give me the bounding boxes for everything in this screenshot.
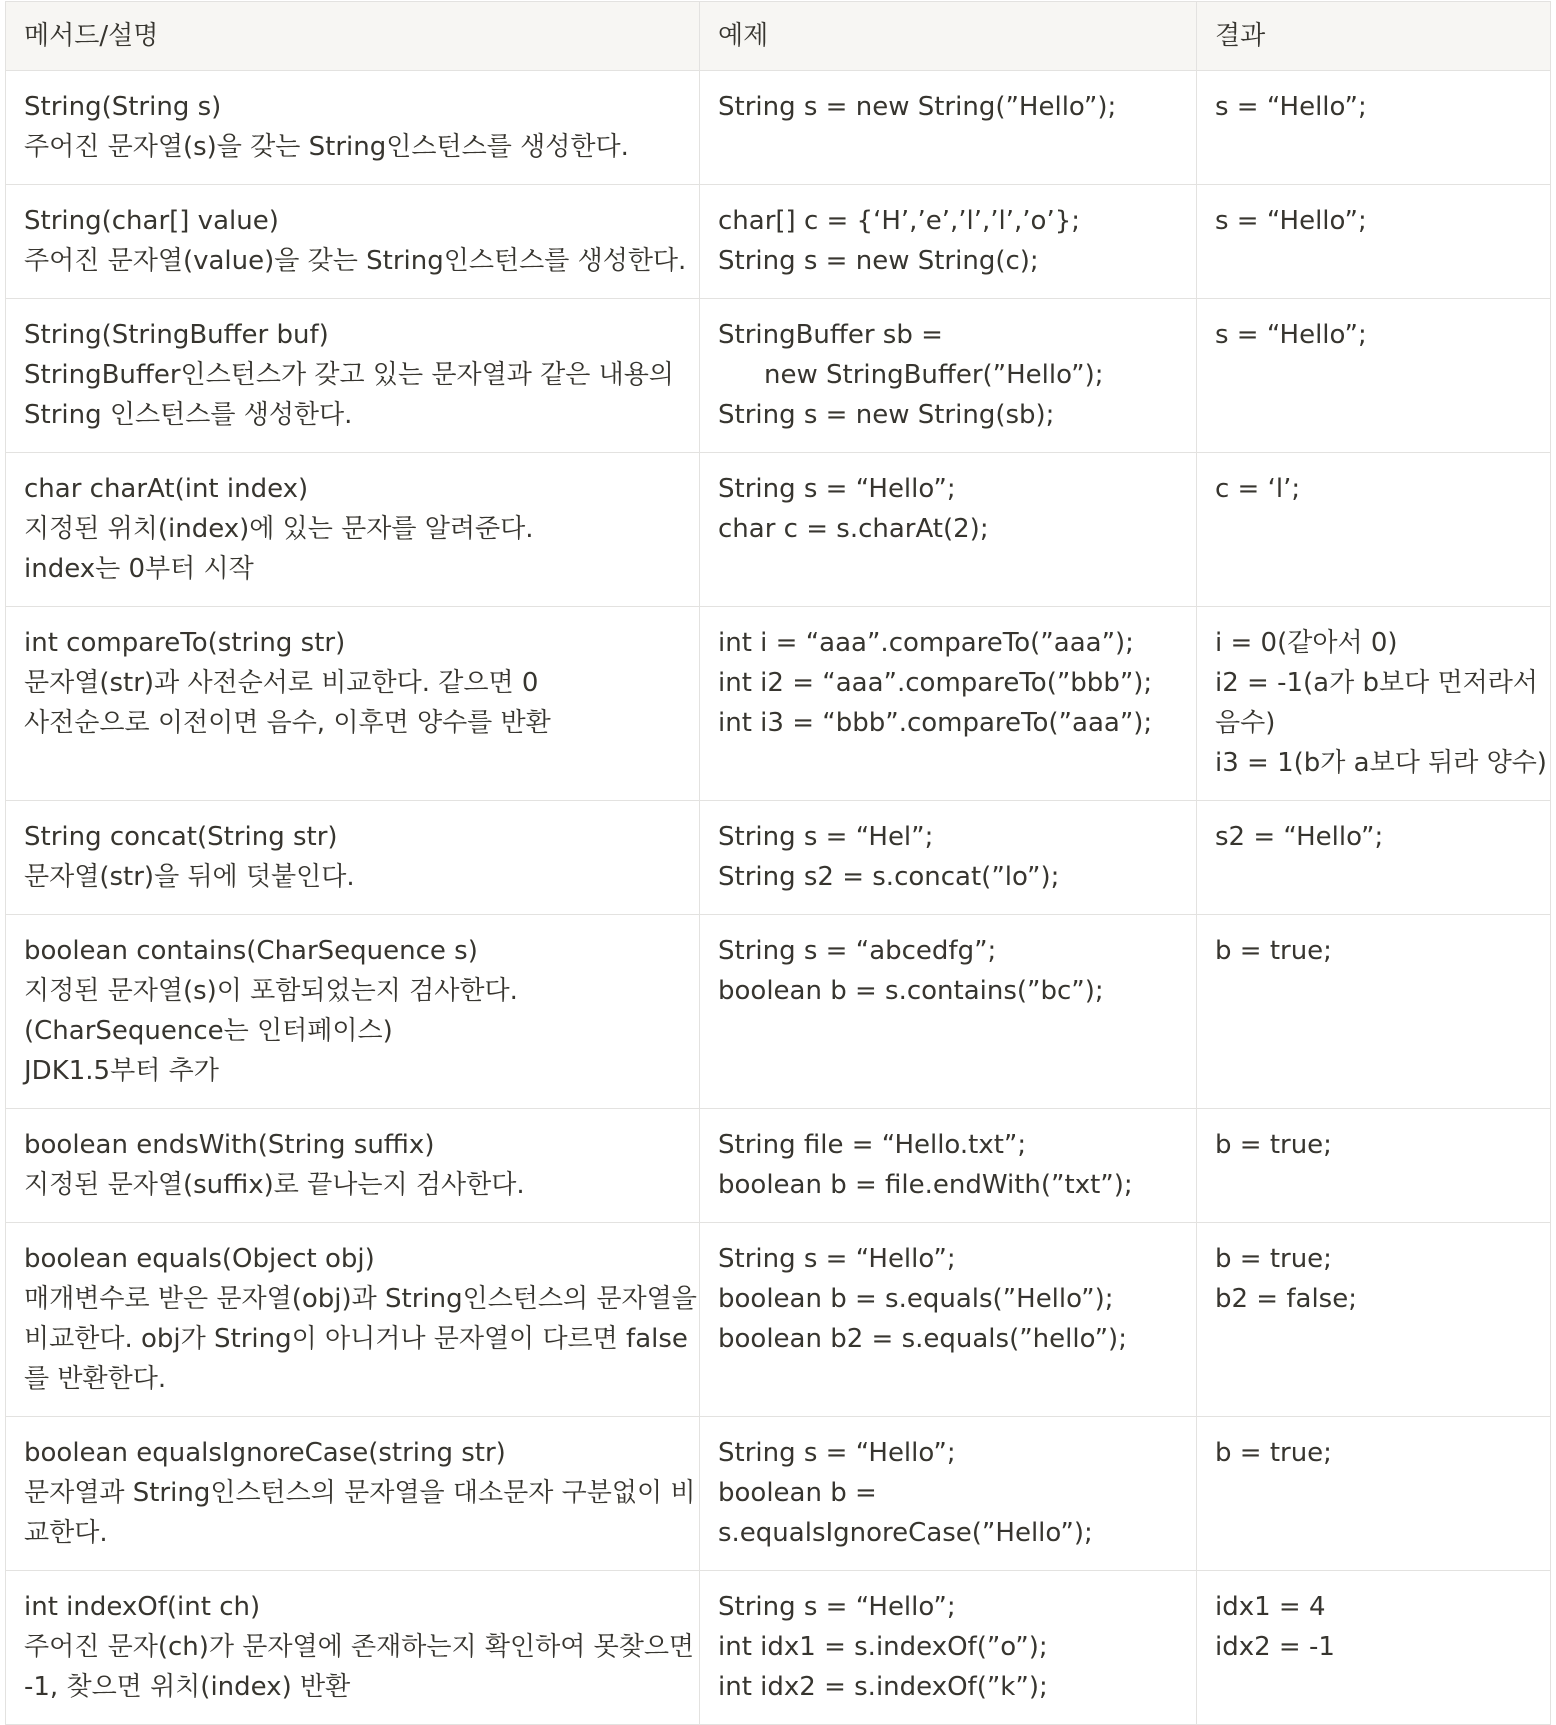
method-line: 주어진 문자(ch)가 문자열에 존재하는지 확인하여 못찾으면 [24,1632,695,1662]
result-cell [1197,1571,1551,1725]
example-line: String s = “Hello”; [718,1592,956,1622]
table-row [6,299,1551,453]
table-row [6,1571,1551,1725]
table-row [6,185,1551,299]
method-line: 매개변수로 받은 문자열(obj)과 String인스턴스의 문자열을 [24,1284,697,1314]
result-line: 음수) [1215,708,1276,738]
method-line: boolean equalsIgnoreCase(string str) [24,1438,506,1468]
result-cell [1197,185,1551,299]
method-line: 지정된 위치(index)에 있는 문자를 알려준다. [24,514,534,544]
method-line: String(char[] value) [24,206,279,236]
method-line: 주어진 문자열(s)을 갖는 String인스턴스를 생성한다. [24,132,629,162]
method-line: 지정된 문자열(suffix)로 끝나는지 검사한다. [24,1170,525,1200]
method-cell [6,801,700,915]
table-row [6,607,1551,801]
header-method: 메서드/설명 [6,2,700,71]
result-cell [1197,1109,1551,1223]
example-line: int i = “aaa”.compareTo(”aaa”); [718,628,1134,658]
result-cell [1197,915,1551,1109]
example-line: char[] c = {‘H’,’e’,’l’,’l’,’o’}; [718,206,1081,236]
method-line: 문자열과 String인스턴스의 문자열을 대소문자 구분없이 비 [24,1478,696,1508]
method-line: int indexOf(int ch) [24,1592,261,1622]
example-line: int i3 = “bbb”.compareTo(”aaa”); [718,708,1153,738]
method-line: (CharSequence는 인터페이스) [24,1016,393,1046]
result-cell [1197,1417,1551,1571]
method-cell [6,453,700,607]
result-line: i2 = -1(a가 b보다 먼저라서 [1215,668,1538,698]
method-cell [6,1109,700,1223]
result-cell [1197,71,1551,185]
example-line: boolean b = [718,1478,877,1508]
method-line: 문자열(str)을 뒤에 덧붙인다. [24,862,355,892]
example-line: String s = “abcedfg”; [718,936,997,966]
table-row [6,1223,1551,1417]
table-row [6,71,1551,185]
table-row [6,1417,1551,1571]
table-row [6,801,1551,915]
method-cell [6,1417,700,1571]
result-line: b = true; [1215,1438,1332,1468]
method-cell [6,1223,700,1417]
method-cell [6,71,700,185]
method-line: boolean contains(CharSequence s) [24,936,478,966]
result-cell [1197,801,1551,915]
method-cell [6,185,700,299]
result-line: s = “Hello”; [1215,320,1367,350]
example-cell [700,453,1197,607]
example-cell [700,1417,1197,1571]
method-line: 교한다. [24,1518,108,1548]
result-line: s = “Hello”; [1215,206,1367,236]
method-line: 사전순으로 이전이면 음수, 이후면 양수를 반환 [24,708,551,738]
example-line: int idx2 = s.indexOf(”k”); [718,1672,1048,1702]
result-line: s = “Hello”; [1215,92,1367,122]
method-line: char charAt(int index) [24,474,309,504]
example-line: String s = new String(sb); [718,400,1055,430]
example-line: s.equalsIgnoreCase(”Hello”); [718,1518,1093,1548]
method-line: boolean equals(Object obj) [24,1244,375,1274]
result-line: s2 = “Hello”; [1215,822,1384,852]
result-cell [1197,1223,1551,1417]
method-line: -1, 찾으면 위치(index) 반환 [24,1672,351,1702]
example-line: String s = new String(c); [718,246,1039,276]
method-line: boolean endsWith(String suffix) [24,1130,435,1160]
example-line: boolean b2 = s.equals(”hello”); [718,1324,1127,1354]
result-cell [1197,453,1551,607]
method-cell [6,1571,700,1725]
result-cell [1197,607,1551,801]
result-line: i = 0(같아서 0) [1215,628,1398,658]
method-line: JDK1.5부터 추가 [24,1056,219,1086]
example-line: String s2 = s.concat(”lo”); [718,862,1060,892]
result-line: i3 = 1(b가 a보다 뒤라 양수) [1215,748,1547,778]
example-line: boolean b = s.equals(”Hello”); [718,1284,1114,1314]
example-line: String file = “Hello.txt”; [718,1130,1027,1160]
method-cell [6,607,700,801]
header-result: 결과 [1197,2,1551,71]
table-header-row [6,2,1551,71]
example-line: int idx1 = s.indexOf(”o”); [718,1632,1048,1662]
result-line: idx2 = -1 [1215,1632,1335,1662]
result-cell [1197,299,1551,453]
method-line: int compareTo(string str) [24,628,346,658]
example-line: boolean b = s.contains(”bc”); [718,976,1104,1006]
method-cell [6,299,700,453]
method-line: String 인스턴스를 생성한다. [24,400,353,430]
method-line: index는 0부터 시작 [24,554,254,584]
method-line: 문자열(str)과 사전순서로 비교한다. 같으면 0 [24,668,539,698]
method-line: 주어진 문자열(value)을 갖는 String인스턴스를 생성한다. [24,246,687,276]
example-cell [700,915,1197,1109]
string-methods-table [5,1,1551,1725]
table-row [6,453,1551,607]
method-line: 를 반환한다. [24,1364,167,1394]
example-line: String s = “Hello”; [718,1244,956,1274]
example-cell [700,71,1197,185]
example-cell [700,607,1197,801]
example-line: StringBuffer sb = [718,320,943,350]
result-line: c = ‘l’; [1215,474,1301,504]
example-cell [700,1571,1197,1725]
result-line: idx1 = 4 [1215,1592,1326,1622]
example-cell [700,185,1197,299]
method-cell [6,915,700,1109]
example-cell [700,1109,1197,1223]
method-line: 지정된 문자열(s)이 포함되었는지 검사한다. [24,976,518,1006]
result-line: b2 = false; [1215,1284,1357,1314]
example-line: String s = “Hel”; [718,822,934,852]
result-line: b = true; [1215,1130,1332,1160]
header-example: 예제 [700,2,1197,71]
table-row [6,915,1551,1109]
example-line: String s = “Hello”; [718,1438,956,1468]
method-line: 비교한다. obj가 String이 아니거나 문자열이 다르면 false [24,1324,688,1354]
example-line: boolean b = file.endWith(”txt”); [718,1170,1133,1200]
example-line: int i2 = “aaa”.compareTo(”bbb”); [718,668,1153,698]
example-line: new StringBuffer(”Hello”); [764,360,1104,390]
example-cell [700,299,1197,453]
example-cell [700,801,1197,915]
result-line: b = true; [1215,936,1332,966]
example-line: String s = “Hello”; [718,474,956,504]
example-cell [700,1223,1197,1417]
result-line: b = true; [1215,1244,1332,1274]
table-row [6,1109,1551,1223]
example-line: char c = s.charAt(2); [718,514,989,544]
method-line: StringBuffer인스턴스가 갖고 있는 문자열과 같은 내용의 [24,360,674,390]
method-line: String(String s) [24,92,222,122]
method-line: String(StringBuffer buf) [24,320,329,350]
example-line: String s = new String(”Hello”); [718,92,1117,122]
method-line: String concat(String str) [24,822,338,852]
